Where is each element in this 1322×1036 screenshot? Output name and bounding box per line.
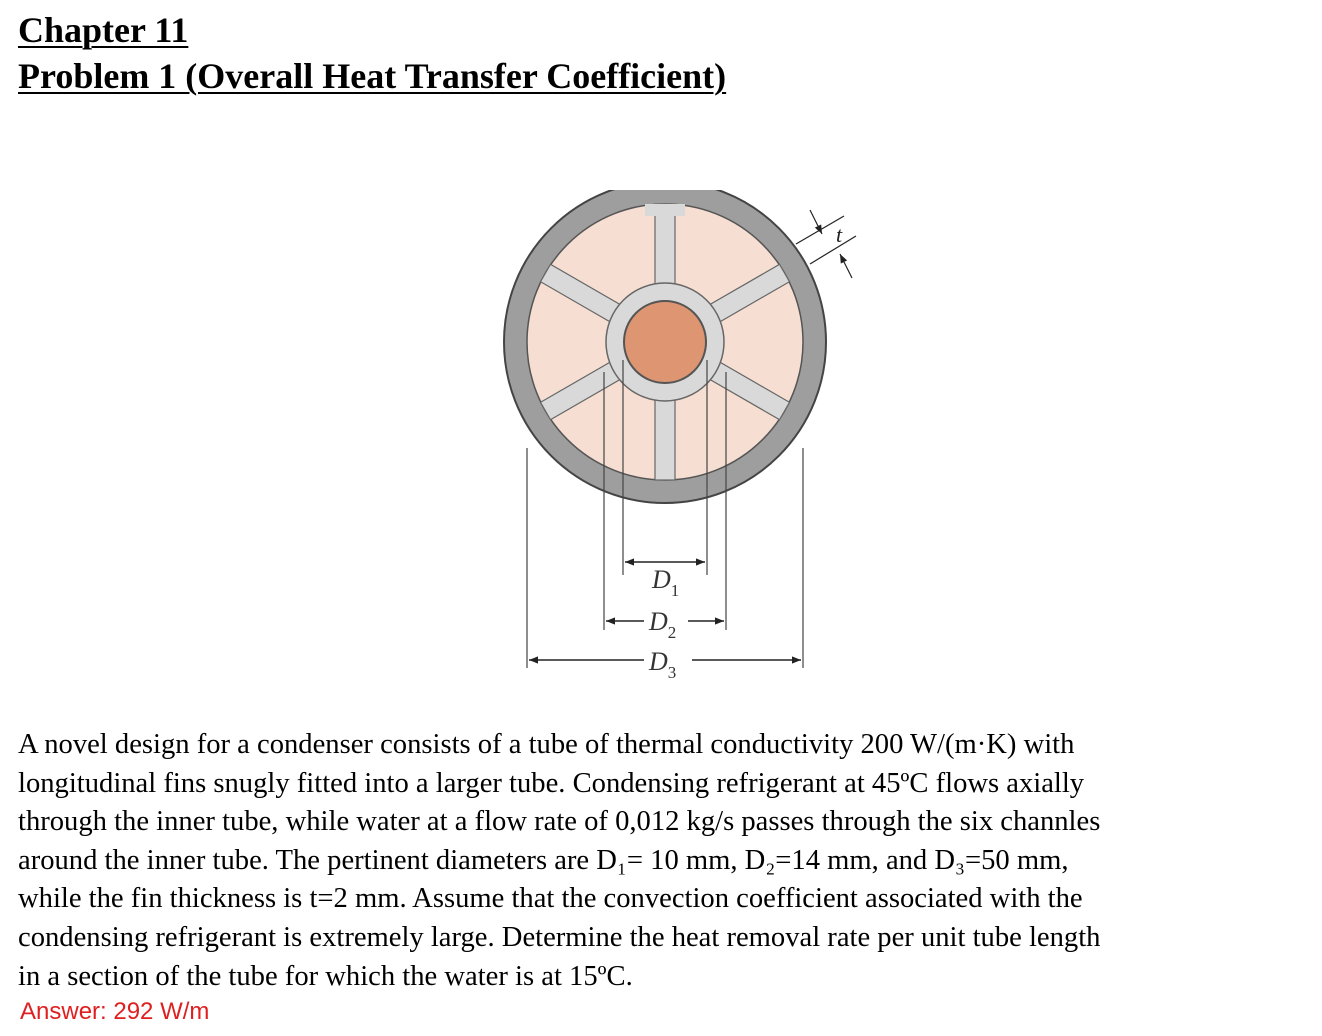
problem-line: condensing refrigerant is extremely large. Determine the heat removal rate per unit tube length [18,921,1101,953]
condenser-cross-section-figure [500,190,860,690]
d3-label: $D_3$ [649,647,677,682]
chapter-title: Chapter 11 [18,10,189,50]
problem-line: while the fin thickness is t=2 mm. Assume that the convection coefficient associated with the [18,883,1083,915]
problem-line: A novel design for a condenser consists of a tube of thermal conductivity 200 W/(m·K) with [18,729,1075,760]
t-label: t [836,222,843,247]
d1-label: $D_1$ [652,565,680,600]
problem-title: Problem 1 (Overall Heat Transfer Coefficient) [18,56,727,96]
d2-label: $D_2$ [649,607,677,642]
problem-line: around the inner tube. The pertinent diameters are D₁= 10 mm, D₂=14 mm, and D₃=50 mm, [18,844,1069,876]
problem-line: through the inner tube, while water at a flow rate of 0,012 kg/s passes through the six channles [18,806,1101,838]
problem-line: longitudinal fins snugly fitted into a larger tube. Condensing refrigerant at 45ºC flows axially [18,767,1085,799]
problem-line: in a section of the tube for which the water is at 15ºC. [18,960,633,992]
inner-tube-core [624,301,706,383]
answer: Answer: 292 W/m [20,998,210,1025]
problem-statement [18,726,1318,996]
